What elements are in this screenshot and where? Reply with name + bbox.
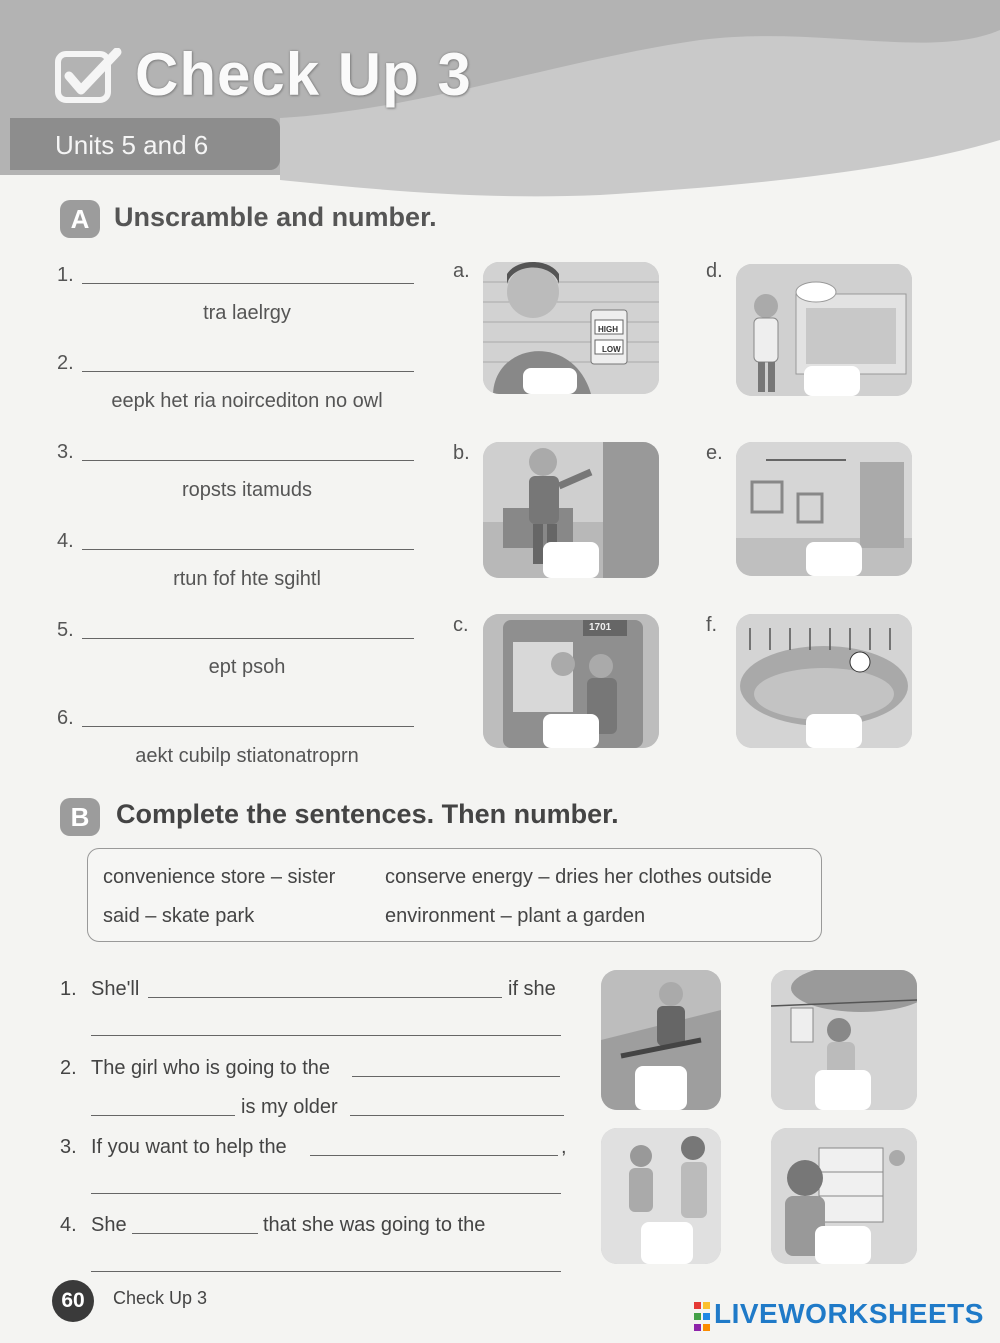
word-bank-item-4: environment – plant a garden [385,905,646,927]
page-number: 60 [52,1280,94,1322]
liveworksheets-watermark[interactable]: LIVEWORKSHEETS [714,1298,984,1329]
item-6-answer-line[interactable] [82,726,414,727]
liveworksheets-logo-icon [694,1302,710,1332]
sentence-1-number: 1. [60,978,77,1000]
item-4-number: 4. [57,530,74,552]
sentence-2-middle: is my older [241,1096,338,1118]
thermostat-low-label: LOW [602,345,621,354]
word-bank-item-3: said – skate park [103,905,255,927]
picture-f-letter: f. [706,614,718,636]
page-title: Check Up 3 [135,41,472,108]
bus-number-label: 1701 [589,622,612,633]
sentence-1-end: if she [508,978,556,1000]
sentence-4-blank-2[interactable] [91,1271,561,1272]
picture-f-stadium [736,614,912,748]
units-label: Units 5 and 6 [55,130,209,160]
item-1-scrambled: tra laelrgy [203,302,291,324]
picture-a-thermostat [483,262,659,394]
picture-a-letter: a. [453,260,470,282]
item-2-answer-line[interactable] [82,371,414,372]
word-bank-item-1: convenience store – sister [103,866,336,888]
item-2-number: 2. [57,352,74,374]
checkmark-icon [55,48,125,104]
section-a-title: Unscramble and number. [114,202,437,232]
picture-b-letter: b. [453,442,470,464]
sentence-3-comma: , [561,1136,567,1158]
picture-b4-convenience-store [771,1128,917,1264]
picture-b2-clothesline [771,970,917,1110]
picture-e-empty-room [736,442,912,576]
sentence-3-start: If you want to help the [91,1136,287,1158]
sentence-2-blank-3[interactable] [350,1115,564,1116]
item-5-scrambled: ept psoh [208,656,286,678]
sentence-2-number: 2. [60,1057,77,1079]
sentence-1-blank-1[interactable] [148,997,502,998]
sentence-3-blank-1[interactable] [310,1155,558,1156]
sentence-4-blank-1[interactable] [132,1233,258,1234]
section-b-badge: B [60,798,100,836]
item-3-number: 3. [57,441,74,463]
sentence-1-start: She'll [91,978,140,1000]
item-5-answer-line[interactable] [82,638,414,639]
footer-label: Check Up 3 [113,1288,208,1308]
picture-d-pet-shop [736,264,912,396]
sentence-4-end: that she was going to the [263,1214,486,1236]
picture-d-letter: d. [706,260,723,282]
picture-c-letter: c. [453,614,469,636]
thermostat-high-label: HIGH [598,325,618,334]
word-bank-item-2: conserve energy – dries her clothes outside [385,866,772,888]
sentence-2-start: The girl who is going to the [91,1057,331,1079]
sentence-2-blank-2[interactable] [91,1115,235,1116]
sentence-4-start: She [91,1214,127,1236]
item-3-scrambled: ropsts itamuds [181,479,313,501]
picture-b-light-switch [483,442,659,578]
sentence-2-blank-1[interactable] [352,1076,560,1077]
sentence-3-blank-2[interactable] [91,1193,561,1194]
item-4-scrambled: rtun fof hte sgihtl [173,568,321,590]
picture-e-letter: e. [706,442,723,464]
picture-b1-skate-park [601,970,721,1110]
item-5-number: 5. [57,619,74,641]
item-3-answer-line[interactable] [82,460,414,461]
item-6-number: 6. [57,707,74,729]
item-4-answer-line[interactable] [82,549,414,550]
section-b-title: Complete the sentences. Then number. [116,799,619,829]
sentence-4-number: 4. [60,1214,77,1236]
item-1-answer-line[interactable] [82,283,414,284]
item-2-scrambled: eepk het ria noircediton no owl [111,390,383,412]
picture-b3-two-girls [601,1128,721,1264]
item-1-number: 1. [57,264,74,286]
sentence-1-blank-2[interactable] [91,1035,561,1036]
picture-c-bus [483,614,659,748]
item-6-scrambled: aekt cubilp stiatonatroprn [135,745,359,767]
section-a-badge: A [60,200,100,238]
sentence-3-number: 3. [60,1136,77,1158]
